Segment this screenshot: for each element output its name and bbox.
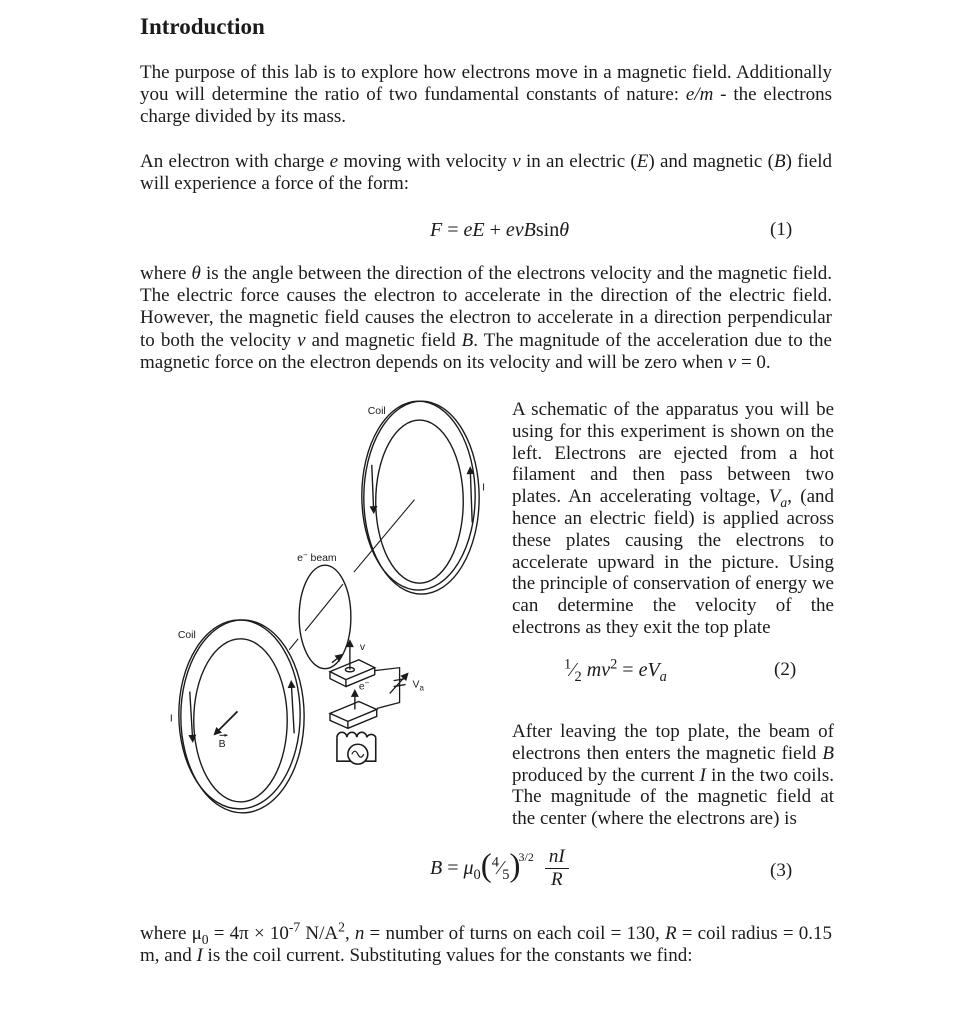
electron-beam-label: e− beam: [297, 550, 337, 565]
eq3-right-paren: ): [509, 847, 521, 884]
eq3-exponent: 3/2: [518, 850, 534, 864]
b-field-vector: [215, 711, 238, 736]
eq3-lhs: $B = \mu_0$: [430, 856, 481, 883]
apparatus-diagram: [148, 393, 506, 823]
coil-top: [362, 401, 479, 594]
electron-label: e−: [358, 678, 370, 693]
current-bottom-label: I: [169, 713, 173, 725]
velocity-label: v: [359, 641, 366, 653]
current-arrow-bottom-right: [291, 682, 294, 734]
equation-3-number: (3): [770, 860, 793, 881]
current-arrow-bottom-left: [190, 692, 193, 742]
paragraph-apparatus: A schematic of the apparatus you will be using for this experiment is shown on the left. Electrons are ejected from a hot filament and then pass between two plates. An accelerating voltage, $V_a$, (and hence an electric field) is applied across these plates causing the electrons to accelerate upward in the picture. Using the principle of conservation of energy we can determine the velocity of the electrons as they exit the top plate: [512, 399, 834, 638]
accelerating-plates: [330, 660, 377, 729]
paragraph-purpose: The purpose of this lab is to explore how electrons move in a magnetic field. Additionally you will determine the ratio of two fundamental constants of nature: e/m - the electrons charge divided by its mass.: [140, 62, 832, 128]
coil-bottom-label: Coil: [177, 629, 196, 641]
current-arrow-top-left: [372, 465, 374, 513]
coil-bottom: [179, 620, 304, 813]
paragraph-constants: where $\mu_0 = 4\pi \times 10^{-7}$ $N/A^2$, n = number of turns on each coil = 130, R = coil radius = 0.15 m, and I is the coil current. Substituting values for the constants we find:: [140, 919, 833, 967]
coil-axis-line: [289, 500, 414, 650]
current-arrow-top-right: [470, 468, 472, 523]
current-top-label: I: [482, 482, 486, 494]
equation-2: [512, 656, 834, 685]
electron-beam-loop: [299, 565, 351, 668]
equation-3-body: [430, 846, 569, 891]
equation-3: [140, 846, 832, 891]
eq3-fraction: $\frac{nI}{R}$: [545, 846, 569, 891]
equation-1-body: F = eE + evBsinθ: [430, 219, 570, 241]
voltage-wiring: [375, 668, 408, 709]
equation-2-body: $^1⁄_2$ $mv^2 = eV_a$: [564, 656, 667, 685]
accelerating-voltage-label: $V_a$: [412, 679, 424, 693]
b-field-label: B: [218, 739, 226, 751]
eq3-four-fifths: $^4⁄_5$: [491, 854, 510, 883]
variable-voltage-arrow: [390, 674, 408, 694]
section-title: Introduction: [140, 14, 265, 39]
paragraph-force-intro: An electron with charge e moving with velocity v in an electric (E) and magnetic (B) field will experience a force of the form:: [140, 151, 832, 195]
equation-1: [140, 219, 832, 242]
coil-top-label: Coil: [367, 406, 386, 418]
paragraph-theta-explanation: where θ is the angle between the direction of the electrons velocity and the magnetic field. The electric force causes the electron to accelerate in the direction of the electric field. However, the magnetic field causes the electron to accelerate in a direction perpendicular to both the velocity v and magnetic field B. The magnitude of the acceleration due to the magnetic force on the electron depends on its velocity and will be zero when v = 0.: [140, 263, 832, 373]
equation-2-number: (2): [774, 659, 797, 680]
equation-1-number: (1): [770, 219, 793, 240]
eq3-left-paren: (: [480, 847, 492, 884]
filament-supply: [337, 732, 376, 764]
paragraph-after-leaving: After leaving the top plate, the beam of electrons then enters the magnetic field B produced by the current I in the two coils. The magnitude of the magnetic field at the center (where the electrons are) is: [512, 721, 834, 830]
